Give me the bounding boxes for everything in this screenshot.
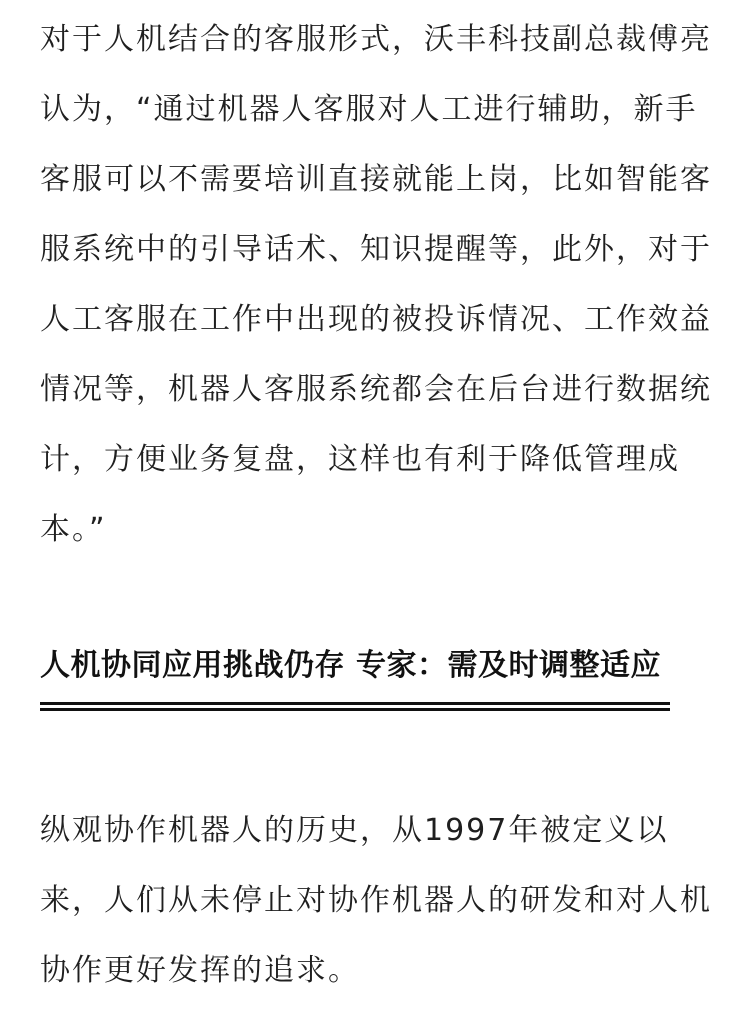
- paragraph-line: 认为，“通过机器人客服对人工进行辅助，新手: [40, 92, 698, 127]
- paragraph-line: 本。”: [40, 512, 107, 547]
- paragraph-line: 服系统中的引导话术、知识提醒等，此外，对于: [40, 232, 712, 267]
- paragraph-line: 来，人们从未停止对协作机器人的研发和对人机: [40, 883, 712, 918]
- paragraph-line: 人工客服在工作中出现的被投诉情况、工作效益: [40, 302, 712, 337]
- section-heading-text: 人机协同应用挑战仍存 专家：需及时调整适应: [40, 648, 661, 683]
- paragraph-line: 计，方便业务复盘，这样也有利于降低管理成: [40, 442, 680, 477]
- paragraph-history: [40, 796, 710, 1006]
- paragraph-line: 纵观协作机器人的历史，从1997年被定义以: [40, 813, 669, 848]
- paragraph-line: 情况等，机器人客服系统都会在后台进行数据统: [40, 372, 712, 407]
- paragraph-line: 对于人机结合的客服形式，沃丰科技副总裁傅亮: [40, 22, 712, 57]
- heading-underline: [40, 708, 670, 711]
- paragraph-line: 客服可以不需要培训直接就能上岗，比如智能客: [40, 162, 712, 197]
- section-heading: [40, 640, 670, 711]
- paragraph-quote: [40, 5, 710, 565]
- heading-underline: [40, 702, 670, 705]
- paragraph-line: 协作更好发挥的追求。: [40, 953, 360, 988]
